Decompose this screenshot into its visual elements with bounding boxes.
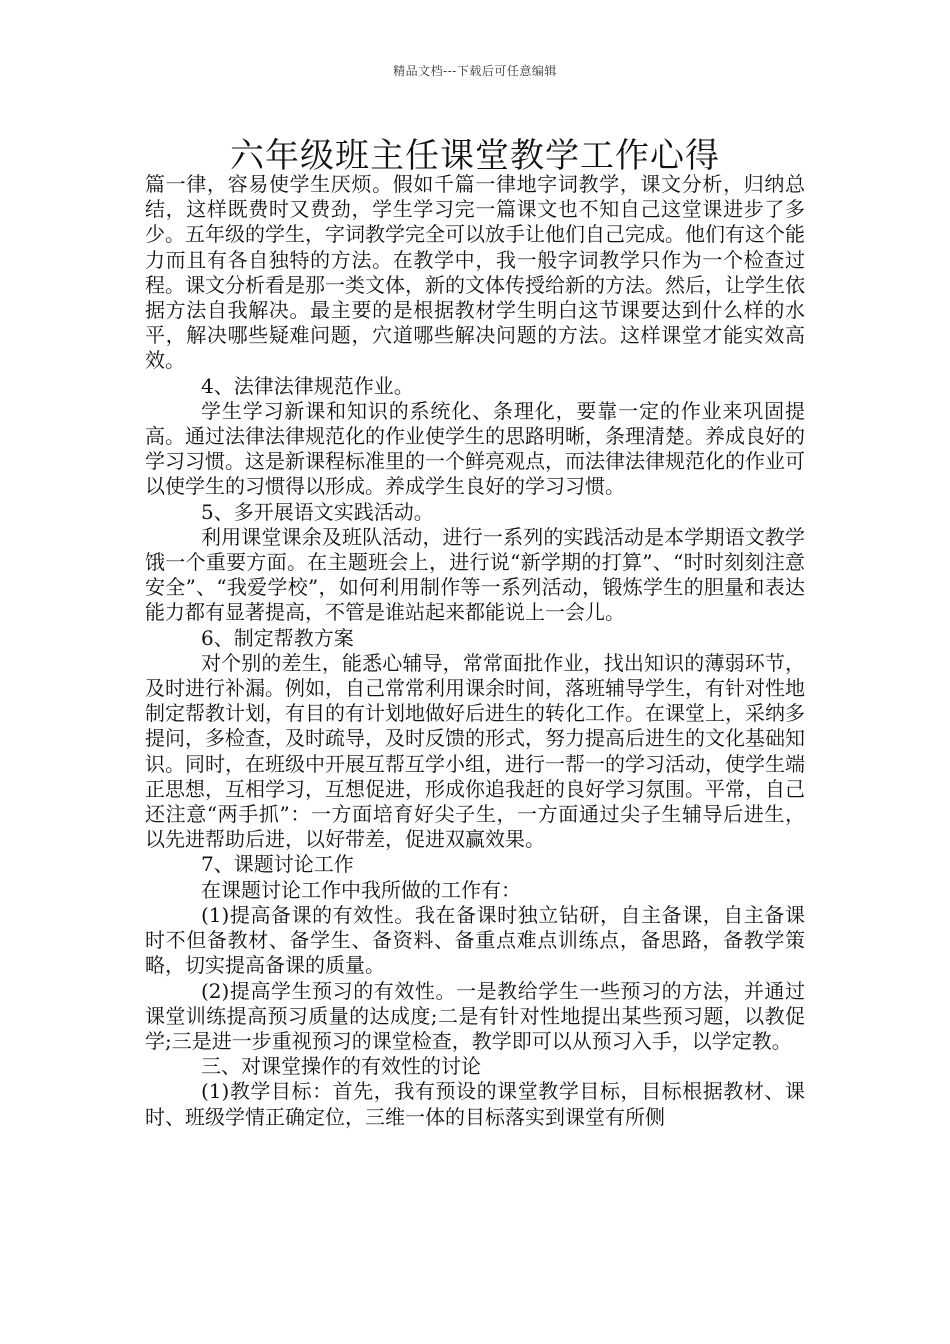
section-heading: 三、对课堂操作的有效性的讨论 [201,1054,481,1079]
document-body [145,172,805,1130]
section-heading: 5、多开展语文实践活动。 [201,499,434,524]
section-heading: 7、课题讨论工作 [201,852,354,877]
list-item: (2)提高学生预习的有效性。一是教给学生一些预习的方法，并通过课堂训练提高预习质量的达成度;二是有针对性地提出某些预习题，以教促学;三是进一步重视预习的课堂检查，教学即可以从预习入手，以学定教。 [145,978,805,1053]
section-heading: 6、制定帮教方案 [201,625,354,650]
paragraph: 篇一律，容易使学生厌烦。假如千篇一律地字词教学，课文分析，归纳总结，这样既费时又费劲，学生学习完一篇课文也不知自己这堂课进步了多少。五年级的学生，字词教学完全可以放手让他们自己完成。他们有这个能力而且有各自独特的方法。在教学中，我一般字词教学只作为一个检查过程。课文分析看是那一类文体，新的文体传授给新的方法。然后，让学生依据方法自我解决。最主要的是根据教材学生明白这节课要达到什么样的水平，解决哪些疑难问题，穴道哪些解决问题的方法。这样课堂才能实效高效。 [145,172,805,373]
section-heading: 4、法律法律规范作业。 [201,373,414,398]
paragraph: 在课题讨论工作中我所做的工作有： [201,877,521,902]
list-item: (1)提高备课的有效性。我在备课时独立钻研，自主备课，自主备课时不但备教材、备学生、备资料、备重点难点训练点，备思路，备教学策略，切实提高备课的质量。 [145,902,805,978]
paragraph: 对个别的差生，能悉心辅导，常常面批作业，找出知识的薄弱环节，及时进行补漏。例如，自己常常利用课余时间，落班辅导学生，有针对性地制定帮教计划，有目的有计划地做好后进生的转化工作。在课堂上，采纳多提问，多检查，及时疏导，及时反馈的形式，努力提高后进生的文化基础知识。同时，在班级中开展互帮互学小组，进行一帮一的学习活动，使学生端正思想，互相学习，互想促进，形成你追我赶的良好学习氛围。平常，自己还注意“两手抓”：一方面培育好尖子生，一方面通过尖子生辅导后进生，以先进帮助后进，以好带差，促进双赢效果。 [145,650,805,852]
page-header: 精品文档---下载后可任意编辑 [393,64,557,78]
document-title: 六年级班主任课堂教学工作心得 [230,136,720,176]
paragraph: 利用课堂课余及班队活动，进行一系列的实践活动是本学期语文教学饿一个重要方面。在主题班会上，进行说“新学期的打算”、“时时刻刻注意安全”、“我爱学校”，如何利用制作等一系列活动，锻炼学生的胆量和表达能力都有显著提高，不管是谁站起来都能说上一会儿。 [145,524,805,625]
list-item: (1)教学目标：首先，我有预设的课堂教学目标，目标根据教材、课时、班级学情正确定位，三维一体的目标落实到课堂有所侧 [145,1079,805,1129]
paragraph: 学生学习新课和知识的系统化、条理化，要靠一定的作业来巩固提高。通过法律法律规范化的作业使学生的思路明晰，条理清楚。养成良好的学习习惯。这是新课程标准里的一个鲜亮观点，而法律法律规范化的作业可以使学生的习惯得以形成。养成学生良好的学习习惯。 [145,398,805,499]
